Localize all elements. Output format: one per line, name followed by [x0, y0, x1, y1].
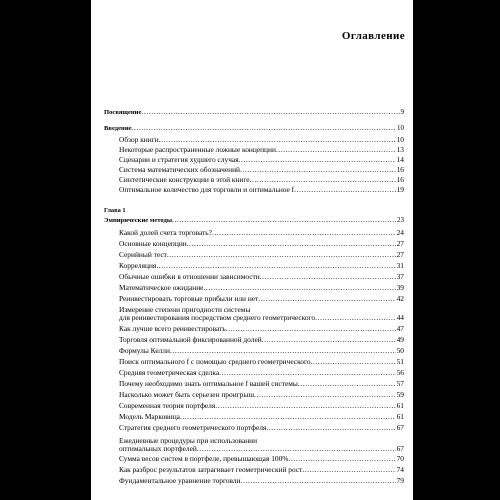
toc-entry[interactable]: Синтетические конструкции в этой книге ..... 16 — [119, 176, 404, 184]
toc-entry[interactable]: Стратегия среднего геометрического портфеля ..... 67 — [119, 424, 404, 432]
toc-entry[interactable]: Фундаментальное уравнение торговли ..... 79 — [119, 477, 404, 485]
toc-entry[interactable]: Некоторые распространенные ложные концепции ..... 13 — [119, 146, 404, 154]
toc-entry[interactable]: Обзор книги ..... 10 — [119, 136, 404, 144]
toc-entry[interactable]: Средняя геометрическая сделка ..... 56 — [119, 369, 404, 377]
table-of-contents — [91, 0, 413, 500]
toc-entry[interactable]: Измерение степени пригодности системы для реинвестирования посредством среднего геометрического ..... 44 — [119, 306, 404, 322]
toc-entry[interactable]: Как лучше всего реинвестировать ..... 47 — [119, 325, 404, 333]
toc-entry[interactable]: Формулы Келли ..... 50 — [119, 347, 404, 355]
toc-entry[interactable]: Почему необходимо знать оптимальное f вашей системы ..... 57 — [119, 380, 404, 388]
toc-entry[interactable]: Система математических обозначений ..... 16 — [119, 166, 404, 174]
toc-entry[interactable]: Математическое ожидание ..... 39 — [119, 284, 404, 292]
toc-entry[interactable]: Сценарии и стратегия худшего случая ..... 14 — [119, 156, 404, 164]
toc-entry[interactable]: Посвящение ..... 9 — [104, 108, 404, 117]
toc-entry[interactable]: Сумма весов систем в портфеле, превышающая 100% ..... 70 — [119, 455, 404, 463]
toc-entry[interactable]: Обычные ошибки в отношении зависимости ..... 37 — [119, 273, 404, 281]
toc-entry[interactable]: Основные концепции ..... 27 — [119, 240, 404, 248]
toc-entry[interactable]: Введение ..... 10 — [104, 124, 404, 133]
toc-entry[interactable]: Как разброс результатов затрагивает геометрический рост ..... 74 — [119, 466, 404, 474]
book-page — [91, 0, 413, 500]
toc-entry[interactable]: Насколько может быть серьезен проигрыш ..... 59 — [119, 391, 404, 399]
toc-entry[interactable]: Эмпирические методы ..... 23 — [104, 216, 404, 225]
toc-entry[interactable]: Реинвестировать торговые прибыли или нет ..... 42 — [119, 295, 404, 303]
toc-entry[interactable]: Современная теория портфеля ..... 61 — [119, 402, 404, 410]
toc-entry[interactable]: Оптимальное количество для торговли и оптимальное f ..... 19 — [119, 186, 404, 194]
page-title: Оглавление — [341, 30, 405, 42]
chapter-label: Глава 1 — [104, 207, 126, 214]
toc-entry[interactable]: Модель Марковица ..... 61 — [119, 413, 404, 421]
toc-entry[interactable]: Какой долей счета торговать? ..... 24 — [119, 229, 404, 237]
toc-entry[interactable]: Ежедневные процедуры при использовании оптимальных портфелей ..... 67 — [119, 437, 404, 453]
toc-entry[interactable]: Поиск оптимального f с помощью среднего геометрического ..... 51 — [119, 358, 404, 366]
toc-entry[interactable]: Корреляция ..... 31 — [119, 262, 404, 270]
toc-entry[interactable]: Торговля оптимальной фиксированной долей ..... 49 — [119, 336, 404, 344]
toc-entry[interactable]: Серийный тест ..... 27 — [119, 251, 404, 259]
